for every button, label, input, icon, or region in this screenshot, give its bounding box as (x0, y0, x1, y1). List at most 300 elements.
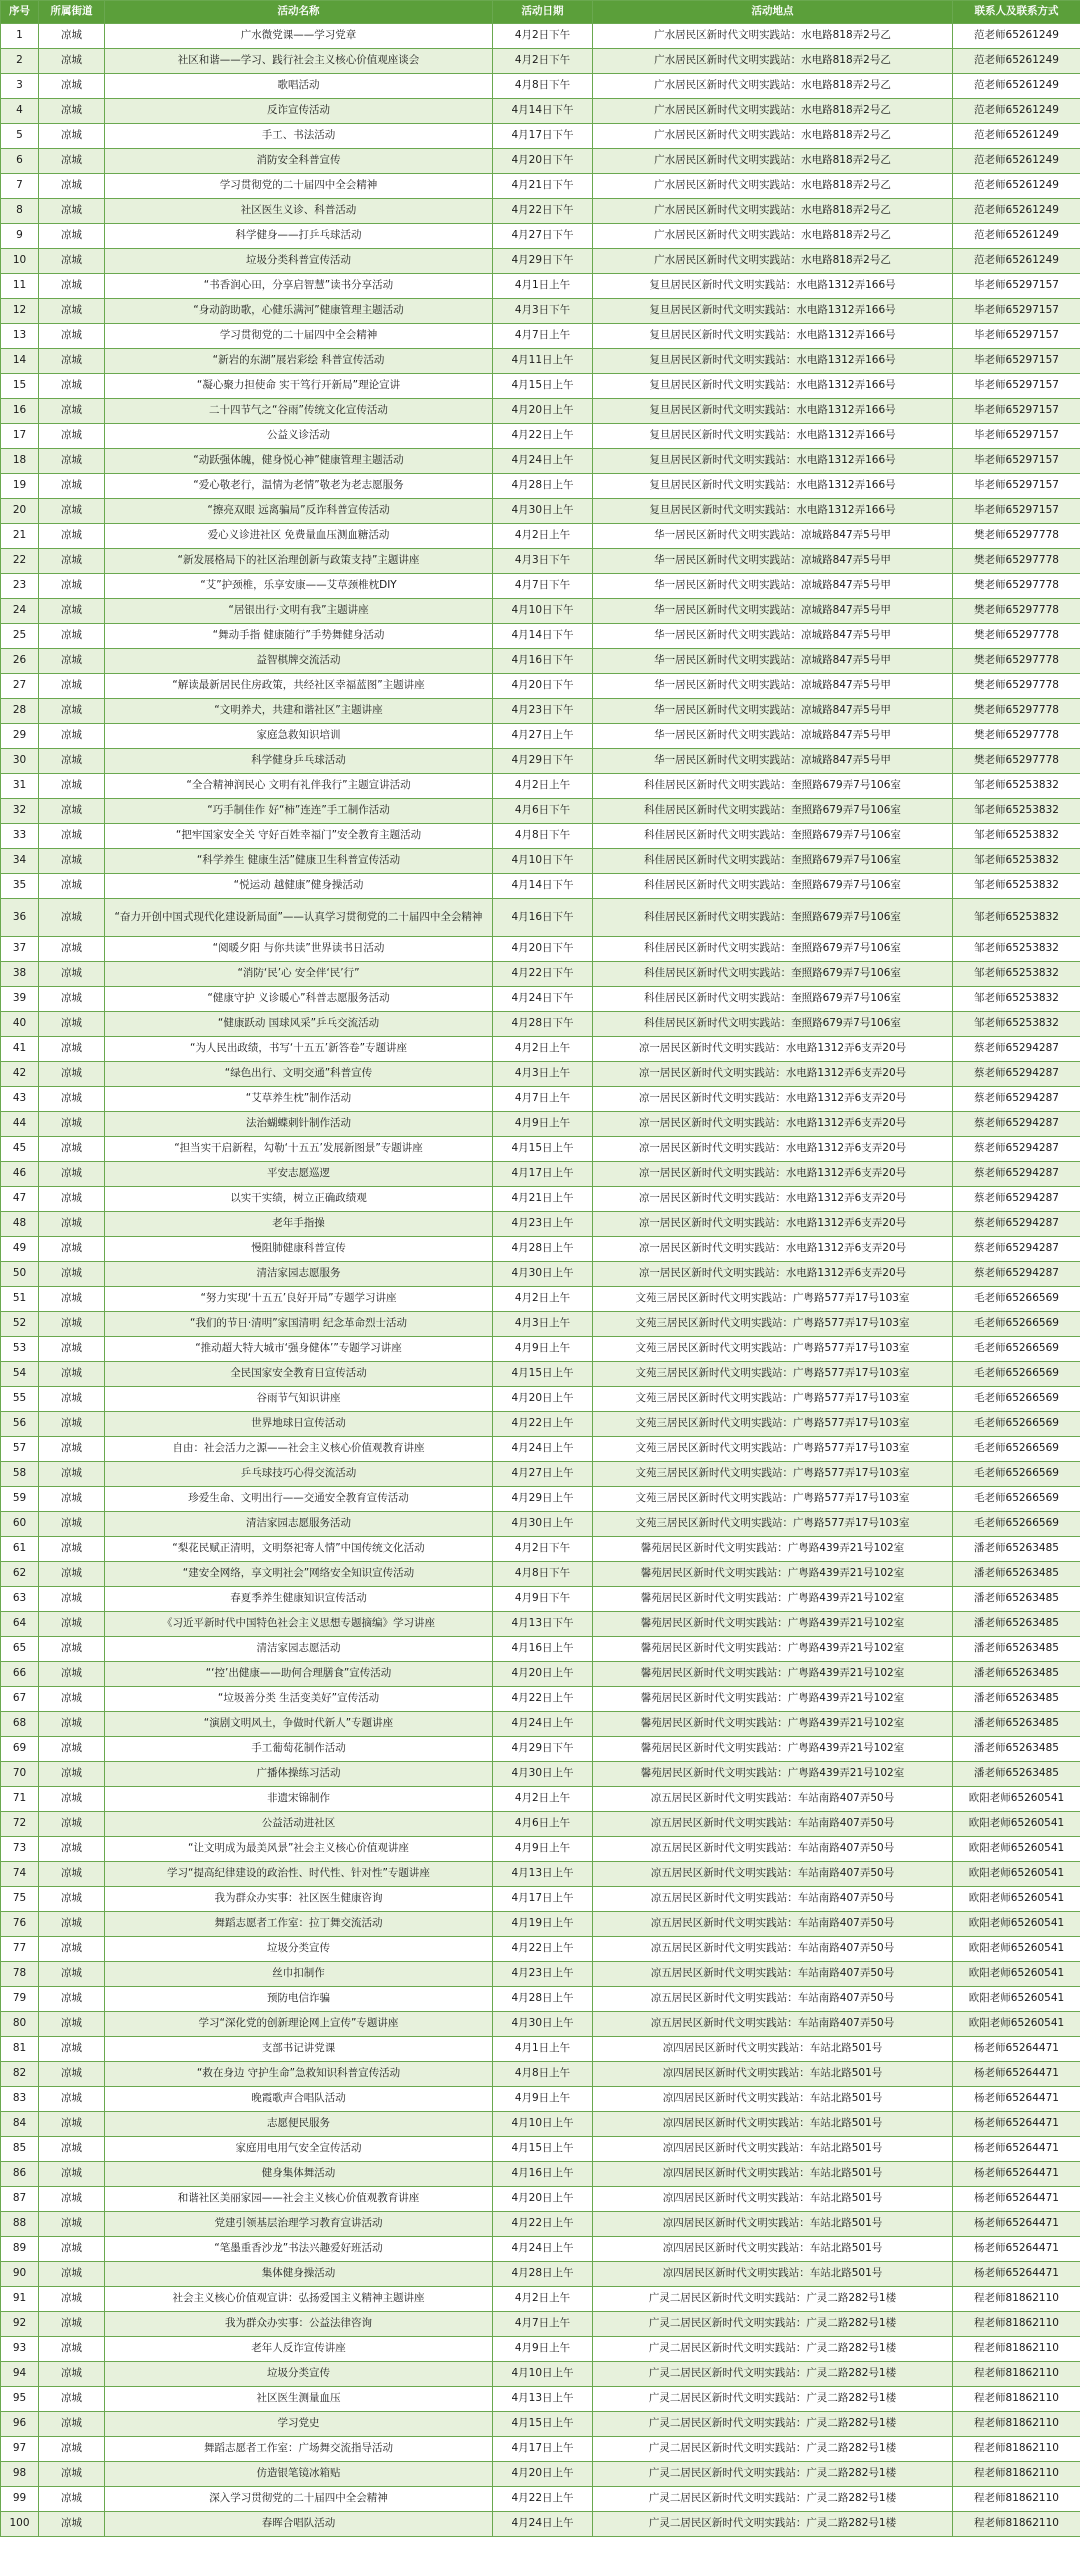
cell-activity-name: 老年人反诈宣传讲座 (105, 2337, 493, 2362)
table-row (1, 1712, 1080, 1737)
cell-activity-date: 4月24日上午 (493, 1437, 593, 1462)
cell-index: 51 (1, 1287, 39, 1312)
cell-index: 36 (1, 899, 39, 937)
cell-contact: 毕老师65297157 (953, 274, 1080, 299)
cell-street: 凉城 (39, 799, 105, 824)
cell-street: 凉城 (39, 724, 105, 749)
cell-street: 凉城 (39, 299, 105, 324)
cell-activity-location: 复旦居民区新时代文明实践站：水电路1312弄166号 (593, 299, 953, 324)
cell-activity-location: 复旦居民区新时代文明实践站：水电路1312弄166号 (593, 499, 953, 524)
table-row (1, 1862, 1080, 1887)
cell-contact: 范老师65261249 (953, 49, 1080, 74)
cell-contact: 杨老师65264471 (953, 2187, 1080, 2212)
cell-activity-location: 科佳居民区新时代文明实践站：奎照路679弄7号106室 (593, 987, 953, 1012)
cell-activity-date: 4月8日下午 (493, 74, 593, 99)
cell-activity-location: 凉四居民区新时代文明实践站：车站北路501号 (593, 2062, 953, 2087)
table-row (1, 1087, 1080, 1112)
cell-activity-name: 慢阻肺健康科普宣传 (105, 1237, 493, 1262)
cell-index: 78 (1, 1962, 39, 1987)
cell-activity-location: 文苑三居民区新时代文明实践站：广粤路577弄17号103室 (593, 1462, 953, 1487)
cell-contact: 蔡老师65294287 (953, 1062, 1080, 1087)
cell-activity-location: 华一居民区新时代文明实践站：凉城路847弄5号甲 (593, 599, 953, 624)
cell-activity-location: 广水居民区新时代文明实践站：水电路818弄2号乙 (593, 199, 953, 224)
cell-contact: 蔡老师65294287 (953, 1237, 1080, 1262)
cell-activity-date: 4月3日上午 (493, 1312, 593, 1337)
cell-street: 凉城 (39, 1812, 105, 1837)
cell-activity-location: 凉一居民区新时代文明实践站：水电路1312弄6支弄20号 (593, 1262, 953, 1287)
header-row (1, 1, 1080, 24)
cell-index: 31 (1, 774, 39, 799)
cell-activity-name: 丝巾扣制作 (105, 1962, 493, 1987)
table-row (1, 399, 1080, 424)
cell-contact: 程老师81862110 (953, 2462, 1080, 2487)
table-row (1, 1637, 1080, 1662)
cell-contact: 潘老师65263485 (953, 1762, 1080, 1787)
cell-contact: 欧阳老师65260541 (953, 1812, 1080, 1837)
cell-activity-name: “科学养生 健康生活”健康卫生科普宣传活动 (105, 849, 493, 874)
cell-activity-location: 科佳居民区新时代文明实践站：奎照路679弄7号106室 (593, 1012, 953, 1037)
cell-index: 52 (1, 1312, 39, 1337)
cell-contact: 潘老师65263485 (953, 1687, 1080, 1712)
cell-contact: 蔡老师65294287 (953, 1137, 1080, 1162)
cell-activity-name: 平安志愿巡逻 (105, 1162, 493, 1187)
cell-activity-location: 广水居民区新时代文明实践站：水电路818弄2号乙 (593, 149, 953, 174)
cell-street: 凉城 (39, 249, 105, 274)
cell-street: 凉城 (39, 1562, 105, 1587)
table-row (1, 524, 1080, 549)
cell-activity-location: 华一居民区新时代文明实践站：凉城路847弄5号甲 (593, 574, 953, 599)
table-row (1, 1387, 1080, 1412)
table-row (1, 2037, 1080, 2062)
cell-contact: 潘老师65263485 (953, 1587, 1080, 1612)
table-row (1, 2387, 1080, 2412)
cell-activity-location: 广水居民区新时代文明实践站：水电路818弄2号乙 (593, 124, 953, 149)
cell-activity-date: 4月14日下午 (493, 874, 593, 899)
cell-activity-date: 4月21日上午 (493, 1187, 593, 1212)
cell-index: 25 (1, 624, 39, 649)
cell-activity-name: 垃圾分类科普宣传活动 (105, 249, 493, 274)
table-row (1, 2137, 1080, 2162)
cell-activity-name: “艾”护颈椎，乐享安康——艾草颈椎枕DIY (105, 574, 493, 599)
cell-activity-location: 广水居民区新时代文明实践站：水电路818弄2号乙 (593, 74, 953, 99)
cell-contact: 欧阳老师65260541 (953, 1862, 1080, 1887)
cell-contact: 樊老师65297778 (953, 599, 1080, 624)
cell-index: 86 (1, 2162, 39, 2187)
cell-activity-location: 文苑三居民区新时代文明实践站：广粤路577弄17号103室 (593, 1287, 953, 1312)
cell-street: 凉城 (39, 1237, 105, 1262)
cell-street: 凉城 (39, 1587, 105, 1612)
cell-activity-location: 广水居民区新时代文明实践站：水电路818弄2号乙 (593, 224, 953, 249)
cell-contact: 范老师65261249 (953, 99, 1080, 124)
cell-contact: 蔡老师65294287 (953, 1112, 1080, 1137)
cell-activity-name: 深入学习贯彻党的二十届四中全会精神 (105, 2487, 493, 2512)
cell-index: 67 (1, 1687, 39, 1712)
cell-activity-location: 文苑三居民区新时代文明实践站：广粤路577弄17号103室 (593, 1362, 953, 1387)
cell-activity-name: “爱心敬老行，温情为老情”敬老为老志愿服务 (105, 474, 493, 499)
cell-activity-location: 科佳居民区新时代文明实践站：奎照路679弄7号106室 (593, 874, 953, 899)
cell-street: 凉城 (39, 1387, 105, 1412)
table-body (1, 24, 1080, 2537)
cell-contact: 毛老师65266569 (953, 1512, 1080, 1537)
cell-contact: 邹老师65253832 (953, 937, 1080, 962)
cell-street: 凉城 (39, 1637, 105, 1662)
cell-activity-date: 4月16日下午 (493, 649, 593, 674)
cell-activity-date: 4月19日上午 (493, 1912, 593, 1937)
cell-activity-location: 凉一居民区新时代文明实践站：水电路1312弄6支弄20号 (593, 1162, 953, 1187)
cell-contact: 范老师65261249 (953, 249, 1080, 274)
cell-index: 13 (1, 324, 39, 349)
cell-activity-name: “笔墨重香沙龙”书法兴趣爱好班活动 (105, 2237, 493, 2262)
cell-contact: 程老师81862110 (953, 2412, 1080, 2437)
cell-index: 97 (1, 2437, 39, 2462)
cell-activity-name: “舞动手指 健康随行”手势舞健身活动 (105, 624, 493, 649)
header-activity-location: 活动地点 (593, 1, 953, 24)
cell-activity-location: 馨苑居民区新时代文明实践站：广粤路439弄21号102室 (593, 1637, 953, 1662)
cell-contact: 毕老师65297157 (953, 449, 1080, 474)
cell-index: 70 (1, 1762, 39, 1787)
table-row (1, 2362, 1080, 2387)
cell-activity-location: 华一居民区新时代文明实践站：凉城路847弄5号甲 (593, 749, 953, 774)
cell-activity-name: 谷雨节气知识讲座 (105, 1387, 493, 1412)
cell-street: 凉城 (39, 99, 105, 124)
cell-street: 凉城 (39, 1462, 105, 1487)
cell-activity-location: 馨苑居民区新时代文明实践站：广粤路439弄21号102室 (593, 1612, 953, 1637)
cell-activity-date: 4月15日上午 (493, 2412, 593, 2437)
table-row (1, 2337, 1080, 2362)
cell-index: 99 (1, 2487, 39, 2512)
cell-street: 凉城 (39, 1012, 105, 1037)
cell-activity-location: 广灵二居民区新时代文明实践站：广灵二路282号1楼 (593, 2387, 953, 2412)
cell-activity-location: 凉一居民区新时代文明实践站：水电路1312弄6支弄20号 (593, 1062, 953, 1087)
cell-contact: 毛老师65266569 (953, 1487, 1080, 1512)
cell-contact: 杨老师65264471 (953, 2087, 1080, 2112)
header-activity-date: 活动日期 (493, 1, 593, 24)
cell-index: 22 (1, 549, 39, 574)
cell-activity-date: 4月9日上午 (493, 1112, 593, 1137)
table-row (1, 1437, 1080, 1462)
cell-street: 凉城 (39, 324, 105, 349)
cell-activity-name: “身动韵助歌，心健乐满河”健康管理主题活动 (105, 299, 493, 324)
cell-index: 12 (1, 299, 39, 324)
cell-index: 100 (1, 2512, 39, 2537)
cell-activity-date: 4月1日上午 (493, 274, 593, 299)
cell-activity-date: 4月22日上午 (493, 2212, 593, 2237)
cell-activity-location: 文苑三居民区新时代文明实践站：广粤路577弄17号103室 (593, 1487, 953, 1512)
cell-contact: 毕老师65297157 (953, 349, 1080, 374)
cell-index: 41 (1, 1037, 39, 1062)
cell-activity-date: 4月2日上午 (493, 1287, 593, 1312)
table-row (1, 2187, 1080, 2212)
cell-index: 72 (1, 1812, 39, 1837)
cell-index: 45 (1, 1137, 39, 1162)
cell-activity-name: 学习“深化党的创新理论网上宣传”专题讲座 (105, 2012, 493, 2037)
header-contact: 联系人及联系方式 (953, 1, 1080, 24)
cell-activity-name: 家庭急救知识培训 (105, 724, 493, 749)
cell-contact: 毕老师65297157 (953, 324, 1080, 349)
cell-contact: 樊老师65297778 (953, 749, 1080, 774)
table-row (1, 1262, 1080, 1287)
cell-activity-date: 4月15日上午 (493, 1137, 593, 1162)
cell-street: 凉城 (39, 674, 105, 699)
cell-activity-location: 凉五居民区新时代文明实践站：车站南路407弄50号 (593, 1912, 953, 1937)
cell-contact: 蔡老师65294287 (953, 1212, 1080, 1237)
cell-activity-date: 4月24日上午 (493, 449, 593, 474)
cell-activity-date: 4月3日上午 (493, 1062, 593, 1087)
cell-index: 42 (1, 1062, 39, 1087)
cell-index: 20 (1, 499, 39, 524)
cell-activity-date: 4月17日上午 (493, 2437, 593, 2462)
cell-activity-location: 科佳居民区新时代文明实践站：奎照路679弄7号106室 (593, 899, 953, 937)
cell-street: 凉城 (39, 1837, 105, 1862)
cell-street: 凉城 (39, 1312, 105, 1337)
cell-activity-location: 广水居民区新时代文明实践站：水电路818弄2号乙 (593, 249, 953, 274)
cell-activity-location: 凉五居民区新时代文明实践站：车站南路407弄50号 (593, 1812, 953, 1837)
cell-activity-location: 华一居民区新时代文明实践站：凉城路847弄5号甲 (593, 524, 953, 549)
cell-activity-name: 以实干实绩，树立正确政绩观 (105, 1187, 493, 1212)
cell-activity-location: 馨苑居民区新时代文明实践站：广粤路439弄21号102室 (593, 1687, 953, 1712)
cell-activity-name: “把牢国家安全关 守好百姓幸福门”安全教育主题活动 (105, 824, 493, 849)
cell-contact: 毛老师65266569 (953, 1412, 1080, 1437)
cell-index: 69 (1, 1737, 39, 1762)
cell-activity-name: 反诈宣传活动 (105, 99, 493, 124)
cell-activity-name: “擦亮双眼 远离骗局”反诈科普宣传活动 (105, 499, 493, 524)
cell-activity-location: 凉四居民区新时代文明实践站：车站北路501号 (593, 2212, 953, 2237)
cell-street: 凉城 (39, 1787, 105, 1812)
cell-street: 凉城 (39, 124, 105, 149)
cell-contact: 邹老师65253832 (953, 987, 1080, 1012)
table-row (1, 1787, 1080, 1812)
cell-index: 49 (1, 1237, 39, 1262)
cell-activity-date: 4月20日下午 (493, 674, 593, 699)
cell-activity-date: 4月17日上午 (493, 1887, 593, 1912)
cell-activity-location: 复旦居民区新时代文明实践站：水电路1312弄166号 (593, 324, 953, 349)
cell-index: 44 (1, 1112, 39, 1137)
cell-street: 凉城 (39, 749, 105, 774)
cell-activity-date: 4月20日上午 (493, 2187, 593, 2212)
cell-index: 32 (1, 799, 39, 824)
cell-street: 凉城 (39, 1612, 105, 1637)
cell-index: 53 (1, 1337, 39, 1362)
cell-activity-date: 4月20日下午 (493, 937, 593, 962)
cell-street: 凉城 (39, 2062, 105, 2087)
cell-activity-location: 凉五居民区新时代文明实践站：车站南路407弄50号 (593, 1937, 953, 1962)
cell-contact: 程老师81862110 (953, 2362, 1080, 2387)
cell-street: 凉城 (39, 374, 105, 399)
cell-contact: 范老师65261249 (953, 224, 1080, 249)
table-row (1, 987, 1080, 1012)
cell-activity-name: 社区和谐——学习、践行社会主义核心价值观座谈会 (105, 49, 493, 74)
cell-activity-location: 凉五居民区新时代文明实践站：车站南路407弄50号 (593, 2012, 953, 2037)
cell-activity-name: “艾草养生枕”制作活动 (105, 1087, 493, 1112)
cell-activity-name: 春夏季养生健康知识宣传活动 (105, 1587, 493, 1612)
cell-street: 凉城 (39, 1862, 105, 1887)
cell-activity-date: 4月30日上午 (493, 1512, 593, 1537)
cell-contact: 程老师81862110 (953, 2512, 1080, 2537)
cell-street: 凉城 (39, 1487, 105, 1512)
cell-activity-date: 4月2日下午 (493, 49, 593, 74)
cell-activity-name: 歌唱活动 (105, 74, 493, 99)
cell-activity-location: 广灵二居民区新时代文明实践站：广灵二路282号1楼 (593, 2312, 953, 2337)
cell-contact: 邹老师65253832 (953, 799, 1080, 824)
table-row (1, 799, 1080, 824)
cell-street: 凉城 (39, 2137, 105, 2162)
cell-index: 9 (1, 224, 39, 249)
cell-contact: 程老师81862110 (953, 2287, 1080, 2312)
cell-street: 凉城 (39, 824, 105, 849)
cell-street: 凉城 (39, 599, 105, 624)
cell-contact: 杨老师65264471 (953, 2237, 1080, 2262)
cell-street: 凉城 (39, 574, 105, 599)
cell-contact: 樊老师65297778 (953, 699, 1080, 724)
cell-activity-name: 家庭用电用气安全宣传活动 (105, 2137, 493, 2162)
cell-activity-date: 4月7日上午 (493, 324, 593, 349)
cell-activity-name: 法治蝴蝶刺针制作活动 (105, 1112, 493, 1137)
table-row (1, 1412, 1080, 1437)
cell-index: 43 (1, 1087, 39, 1112)
table-row (1, 1362, 1080, 1387)
cell-contact: 毛老师65266569 (953, 1387, 1080, 1412)
cell-activity-date: 4月20日上午 (493, 399, 593, 424)
cell-index: 26 (1, 649, 39, 674)
cell-activity-date: 4月21日下午 (493, 174, 593, 199)
cell-index: 92 (1, 2312, 39, 2337)
cell-activity-name: “演剧文明风土，争做时代新人”专题讲座 (105, 1712, 493, 1737)
table-row (1, 2237, 1080, 2262)
cell-activity-location: 凉五居民区新时代文明实践站：车站南路407弄50号 (593, 1787, 953, 1812)
cell-activity-name: “悦运动 越健康”健身操活动 (105, 874, 493, 899)
cell-index: 87 (1, 2187, 39, 2212)
cell-index: 35 (1, 874, 39, 899)
table-row (1, 874, 1080, 899)
cell-index: 55 (1, 1387, 39, 1412)
cell-activity-date: 4月10日下午 (493, 599, 593, 624)
table-row (1, 2212, 1080, 2237)
cell-activity-location: 凉一居民区新时代文明实践站：水电路1312弄6支弄20号 (593, 1212, 953, 1237)
header-index: 序号 (1, 1, 39, 24)
cell-activity-location: 复旦居民区新时代文明实践站：水电路1312弄166号 (593, 399, 953, 424)
cell-activity-location: 华一居民区新时代文明实践站：凉城路847弄5号甲 (593, 699, 953, 724)
cell-activity-location: 广灵二居民区新时代文明实践站：广灵二路282号1楼 (593, 2287, 953, 2312)
cell-activity-location: 广灵二居民区新时代文明实践站：广灵二路282号1楼 (593, 2462, 953, 2487)
cell-street: 凉城 (39, 149, 105, 174)
table-row (1, 1962, 1080, 1987)
cell-street: 凉城 (39, 2312, 105, 2337)
cell-index: 96 (1, 2412, 39, 2437)
cell-street: 凉城 (39, 424, 105, 449)
cell-activity-location: 复旦居民区新时代文明实践站：水电路1312弄166号 (593, 449, 953, 474)
cell-activity-location: 复旦居民区新时代文明实践站：水电路1312弄166号 (593, 349, 953, 374)
cell-contact: 毕老师65297157 (953, 499, 1080, 524)
cell-index: 40 (1, 1012, 39, 1037)
table-row (1, 599, 1080, 624)
cell-activity-name: “为人民出政绩，书写‘十五五’新答卷”专题讲座 (105, 1037, 493, 1062)
table-row (1, 1937, 1080, 1962)
cell-activity-date: 4月29日下午 (493, 1737, 593, 1762)
cell-activity-location: 凉四居民区新时代文明实践站：车站北路501号 (593, 2137, 953, 2162)
cell-activity-location: 文苑三居民区新时代文明实践站：广粤路577弄17号103室 (593, 1337, 953, 1362)
cell-activity-name: 广水微党课——学习党章 (105, 24, 493, 49)
cell-activity-date: 4月2日上午 (493, 774, 593, 799)
table-row (1, 1737, 1080, 1762)
cell-activity-date: 4月7日上午 (493, 2312, 593, 2337)
cell-index: 62 (1, 1562, 39, 1587)
cell-activity-date: 4月22日上午 (493, 1412, 593, 1437)
cell-index: 30 (1, 749, 39, 774)
cell-activity-name: 晚霞歌声合唱队活动 (105, 2087, 493, 2112)
table-row (1, 624, 1080, 649)
cell-activity-date: 4月9日上午 (493, 1837, 593, 1862)
cell-street: 凉城 (39, 349, 105, 374)
cell-activity-name: 学习贯彻党的二十届四中全会精神 (105, 174, 493, 199)
cell-contact: 邹老师65253832 (953, 899, 1080, 937)
cell-contact: 邹老师65253832 (953, 1012, 1080, 1037)
cell-contact: 潘老师65263485 (953, 1537, 1080, 1562)
cell-activity-name: 垃圾分类宣传 (105, 1937, 493, 1962)
table-row (1, 1337, 1080, 1362)
cell-activity-name: “担当实干启新程，勾勒‘十五五’发展新图景”专题讲座 (105, 1137, 493, 1162)
cell-contact: 毛老师65266569 (953, 1337, 1080, 1362)
table-row (1, 1912, 1080, 1937)
cell-contact: 潘老师65263485 (953, 1662, 1080, 1687)
cell-street: 凉城 (39, 1712, 105, 1737)
table-row (1, 699, 1080, 724)
cell-activity-location: 凉五居民区新时代文明实践站：车站南路407弄50号 (593, 1887, 953, 1912)
cell-activity-date: 4月30日上午 (493, 2012, 593, 2037)
cell-index: 37 (1, 937, 39, 962)
cell-index: 2 (1, 49, 39, 74)
cell-index: 91 (1, 2287, 39, 2312)
cell-activity-location: 科佳居民区新时代文明实践站：奎照路679弄7号106室 (593, 824, 953, 849)
cell-contact: 毕老师65297157 (953, 374, 1080, 399)
cell-index: 80 (1, 2012, 39, 2037)
table-row (1, 1512, 1080, 1537)
table-row (1, 774, 1080, 799)
table-row (1, 1287, 1080, 1312)
cell-activity-location: 凉四居民区新时代文明实践站：车站北路501号 (593, 2037, 953, 2062)
table-row (1, 1162, 1080, 1187)
table-row (1, 1012, 1080, 1037)
cell-activity-name: 志愿便民服务 (105, 2112, 493, 2137)
cell-index: 79 (1, 1987, 39, 2012)
cell-activity-name: 手工葡萄花制作活动 (105, 1737, 493, 1762)
cell-index: 7 (1, 174, 39, 199)
cell-street: 凉城 (39, 1262, 105, 1287)
cell-activity-location: 文苑三居民区新时代文明实践站：广粤路577弄17号103室 (593, 1437, 953, 1462)
cell-activity-name: “梨花民赋正清明，文明祭祀寄人情”中国传统文化活动 (105, 1537, 493, 1562)
cell-activity-location: 馨苑居民区新时代文明实践站：广粤路439弄21号102室 (593, 1537, 953, 1562)
table-row (1, 1837, 1080, 1862)
cell-activity-name: 益智棋牌交流活动 (105, 649, 493, 674)
cell-activity-name: 社区医生测量血压 (105, 2387, 493, 2412)
cell-activity-date: 4月24日上午 (493, 1712, 593, 1737)
cell-contact: 毛老师65266569 (953, 1287, 1080, 1312)
cell-contact: 欧阳老师65260541 (953, 1987, 1080, 2012)
cell-street: 凉城 (39, 274, 105, 299)
cell-index: 82 (1, 2062, 39, 2087)
table-row (1, 249, 1080, 274)
cell-street: 凉城 (39, 1662, 105, 1687)
cell-activity-location: 华一居民区新时代文明实践站：凉城路847弄5号甲 (593, 724, 953, 749)
table-row (1, 2462, 1080, 2487)
cell-contact: 樊老师65297778 (953, 724, 1080, 749)
cell-contact: 杨老师65264471 (953, 2212, 1080, 2237)
cell-index: 46 (1, 1162, 39, 1187)
cell-activity-name: 我为群众办实事：社区医生健康咨询 (105, 1887, 493, 1912)
cell-activity-location: 凉一居民区新时代文明实践站：水电路1312弄6支弄20号 (593, 1112, 953, 1137)
cell-street: 凉城 (39, 199, 105, 224)
cell-contact: 毕老师65297157 (953, 424, 1080, 449)
table-row (1, 1137, 1080, 1162)
